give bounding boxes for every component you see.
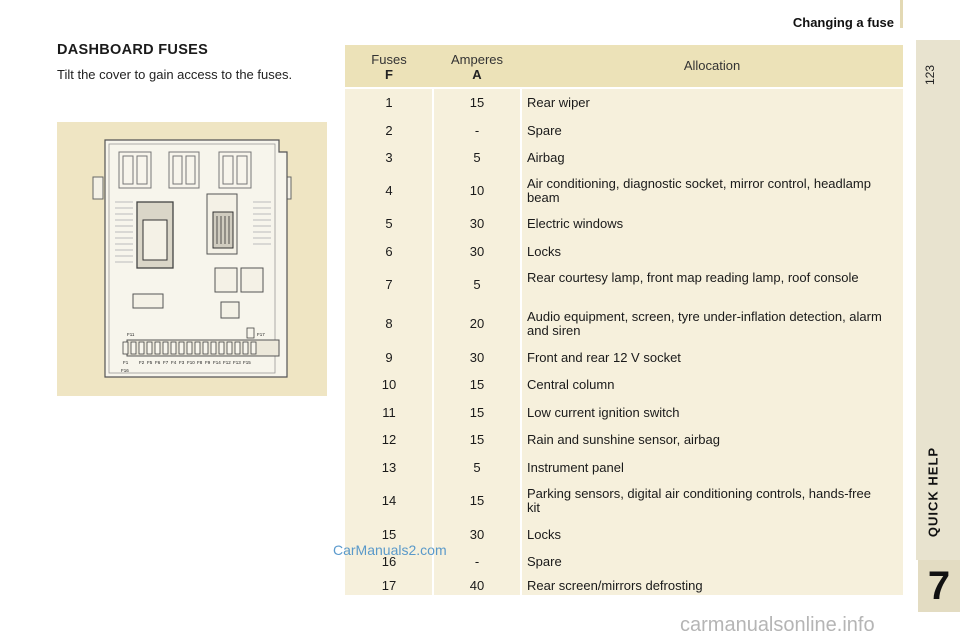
intro-text: Tilt the cover to gain access to the fuses. [57, 67, 293, 82]
fuse-box-illustration [57, 122, 327, 396]
diagram-label: F1 [123, 360, 129, 365]
fuse-allocation: Locks [527, 243, 561, 259]
fuse-allocation: Rain and sunshine sensor, airbag [527, 432, 720, 447]
fuse-allocation: Parking sensors, digital air conditioning controls, hands-free kit [527, 486, 871, 515]
fuse-allocation: Rear courtesy lamp, front map reading lamp, roof console [527, 269, 859, 285]
table-header [345, 45, 903, 87]
fuse-number: 6 [385, 244, 393, 259]
page-header-title: Changing a fuse [792, 15, 894, 30]
fuse-number: 14 [381, 493, 397, 508]
column-header-amperes: Amperes A [450, 52, 504, 82]
fuse-amperes: 15 [469, 493, 485, 508]
table-row [345, 304, 903, 344]
fuse-allocation: Rear screen/mirrors defrosting [527, 577, 703, 593]
fuse-number: 5 [385, 216, 393, 231]
fuse-allocation: Airbag [527, 149, 565, 165]
diagram-label: F10 [187, 360, 195, 365]
fuse-allocation: Spare [527, 554, 562, 569]
fuse-allocation: Low current ignition switch [527, 404, 680, 420]
table-row [345, 265, 903, 304]
fuse-amperes: 40 [469, 578, 485, 593]
fuse-number: 2 [385, 123, 393, 138]
fuse-number: 12 [381, 432, 397, 447]
fuse-amperes: 10 [469, 183, 485, 198]
table-row [345, 399, 903, 426]
fuse-amperes: 5 [473, 277, 481, 292]
fuse-amperes: 15 [469, 405, 485, 420]
fuse-number: 8 [385, 316, 393, 331]
diagram-label: F11 [127, 332, 135, 337]
watermark-carmanuals2: CarManuals2.com [333, 542, 447, 558]
fuse-number: 3 [385, 150, 393, 165]
diagram-label: F3 [179, 360, 185, 365]
header-divider [900, 0, 903, 28]
fuse-amperes: 15 [469, 432, 485, 447]
diagram-label: F12 [223, 360, 231, 365]
fuse-number: 13 [381, 460, 397, 475]
table-row [345, 171, 903, 210]
fuse-amperes: 30 [469, 244, 485, 259]
diagram-label: F6 [155, 360, 161, 365]
fuse-allocation: Central column [527, 377, 615, 392]
column-header-allocation: Allocation [683, 58, 741, 73]
fuse-amperes: 5 [473, 150, 481, 165]
fuse-number: 1 [385, 95, 393, 110]
diagram-label: F4 [171, 360, 177, 365]
fuse-allocation: Locks [527, 526, 561, 542]
fuse-number: 4 [385, 183, 393, 198]
fuse-allocation: Instrument panel [527, 459, 624, 475]
diagram-label: F13 [233, 360, 241, 365]
fuse-amperes: 30 [469, 527, 485, 542]
table-row [345, 576, 903, 595]
fuse-number: 15 [381, 527, 397, 542]
fuse-allocation: Front and rear 12 V socket [527, 349, 681, 365]
page-number: 123 [923, 64, 937, 86]
table-row [345, 238, 903, 265]
column-header-fuses: Fuses F [371, 52, 407, 82]
table-row [345, 344, 903, 371]
diagram-label: F9 [205, 360, 211, 365]
table-row [345, 117, 903, 144]
table-row [345, 210, 903, 238]
fuse-table [345, 45, 903, 595]
fuse-amperes: 20 [469, 316, 485, 331]
fuse-amperes: 30 [469, 216, 485, 231]
diagram-label: F16 [121, 368, 129, 373]
diagram-label: F15 [243, 360, 251, 365]
chapter-number: 7 [918, 560, 960, 612]
table-row [345, 426, 903, 454]
fuse-allocation: Spare [527, 122, 562, 138]
fuse-amperes: 5 [473, 460, 481, 475]
fuse-amperes: - [474, 123, 480, 138]
table-row [345, 144, 903, 171]
fuse-amperes: 15 [469, 95, 485, 110]
fuse-amperes: 30 [469, 350, 485, 365]
fuse-number: 11 [382, 405, 396, 420]
table-row [345, 89, 903, 117]
fuse-number: 9 [385, 350, 393, 365]
section-tab-label: QUICK HELP [925, 446, 941, 538]
fuse-number: 7 [385, 277, 393, 292]
diagram-label: F2 [139, 360, 145, 365]
watermark-carmanualsonline: carmanualsonline.info [680, 614, 875, 636]
diagram-label: F5 [147, 360, 153, 365]
section-title: DASHBOARD FUSES [57, 42, 209, 58]
diagram-label: F17 [257, 332, 265, 337]
fuse-allocation: Air conditioning, diagnostic socket, mirror control, headlamp beam [527, 175, 871, 205]
fuse-amperes: 15 [469, 377, 485, 392]
fuse-number: 16 [381, 554, 397, 569]
diagram-label: F8 [197, 360, 203, 365]
fuse-allocation: Rear wiper [527, 95, 590, 110]
table-row [345, 454, 903, 481]
fuse-number: 10 [381, 377, 397, 392]
fuse-box-diagram [57, 122, 327, 396]
fuse-allocation: Audio equipment, screen, tyre under-inflation detection, alarm and siren [527, 309, 882, 338]
fuse-number: 17 [381, 578, 397, 593]
diagram-label: F7 [163, 360, 169, 365]
table-row [345, 481, 903, 521]
diagram-label: F14 [213, 360, 221, 365]
table-row [345, 371, 903, 399]
fuse-allocation: Electric windows [527, 216, 624, 231]
fuse-amperes: - [474, 554, 480, 569]
